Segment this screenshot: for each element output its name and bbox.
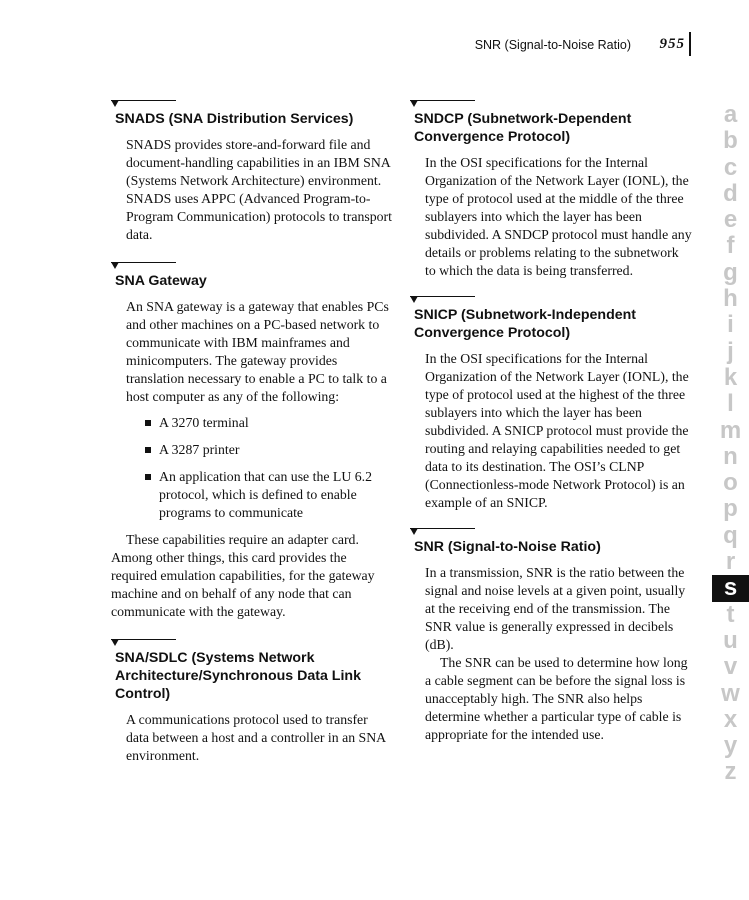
left-column	[111, 100, 393, 765]
thumb-letter-r: r	[725, 548, 736, 576]
thumb-letter-l: l	[727, 390, 734, 418]
thumb-letter-c: c	[723, 153, 738, 181]
thumb-letter-b: b	[723, 127, 738, 155]
header-rule	[689, 32, 691, 56]
entry-snr	[410, 528, 692, 744]
entry-body	[425, 154, 692, 280]
entry-rule	[111, 100, 176, 101]
thumb-letter-d: d	[723, 179, 738, 207]
entry-title: SNADS (SNA Distribution Services)	[115, 111, 354, 127]
right-column	[410, 100, 692, 744]
thumb-letter-v: v	[723, 653, 738, 681]
bullet-item	[126, 468, 393, 522]
entry-marker	[111, 262, 393, 272]
thumb-letter-y: y	[723, 732, 738, 760]
entry-body	[111, 298, 393, 621]
entry-marker	[410, 296, 692, 306]
bullet-square-icon	[145, 474, 151, 480]
thumb-letter-o: o	[723, 469, 738, 497]
triangle-marker-icon	[111, 639, 119, 646]
thumb-letter-k: k	[723, 363, 738, 391]
entry-sna-gateway	[111, 262, 393, 621]
entry-title: SNR (Signal-to-Noise Ratio)	[414, 539, 601, 555]
entry-paragraph: These capabilities require an adapter card. Among other things, this card provides the required emulation capabilities, for the gateway machine and on behalf of any node that can communicate with the gateway.	[111, 532, 375, 619]
entry-paragraph: SNADS provides store-and-forward file and document-handling capabilities in an IBM SNA (Systems Network Architecture) environment. SNADS uses APPC (Advanced Program-to-Program Communication) protocols to transport data.	[126, 137, 392, 242]
running-head-title: SNR (Signal-to-Noise Ratio)	[474, 38, 631, 52]
thumb-letter-w: w	[721, 679, 740, 707]
entry-title: SNA Gateway	[115, 273, 207, 289]
bullet-list	[126, 414, 393, 522]
entry-rule	[111, 262, 176, 263]
entry-body	[425, 350, 692, 512]
thumb-index	[712, 102, 749, 786]
entry-body	[425, 564, 692, 744]
triangle-marker-icon	[111, 100, 119, 107]
entry-sndcp	[410, 100, 692, 280]
running-head	[436, 36, 691, 56]
bullet-item	[126, 441, 393, 459]
entry-body	[126, 711, 393, 765]
entry-rule	[410, 100, 475, 101]
entry-snicp	[410, 296, 692, 512]
triangle-marker-icon	[410, 100, 418, 107]
thumb-letter-f: f	[726, 232, 735, 260]
bullet-text: An application that can use the LU 6.2 protocol, which is defined to enable programs to communicate	[159, 469, 373, 520]
entry-marker	[410, 528, 692, 538]
entry-rule	[410, 296, 475, 297]
bullet-text: A 3287 printer	[159, 442, 240, 457]
entry-paragraph: In the OSI specifications for the Internal Organization of the Network Layer (IONL), the type of protocol used at the middle of the three sublayers into which the layer has been subdivided. A SNDCP protocol must handle any details or problems relating to the subnetwork to which the data is being transferred.	[425, 155, 692, 278]
bullet-square-icon	[145, 420, 151, 426]
page-number: 955	[659, 36, 685, 52]
thumb-letter-e: e	[723, 206, 738, 234]
thumb-letter-u: u	[723, 626, 738, 654]
thumb-letter-s: s	[712, 575, 749, 601]
triangle-marker-icon	[410, 296, 418, 303]
bullet-square-icon	[145, 447, 151, 453]
thumb-letter-p: p	[723, 495, 738, 523]
bullet-item	[126, 414, 393, 432]
entry-rule	[410, 528, 475, 529]
entry-title: SNICP (Subnetwork-Independent Convergence Protocol)	[414, 307, 637, 341]
entry-title: SNDCP (Subnetwork-Dependent Convergence Protocol)	[414, 111, 632, 145]
entry-title: SNA/SDLC (Systems Network Architecture/Synchronous Data Link Control)	[115, 650, 361, 702]
thumb-letter-h: h	[723, 285, 738, 313]
entry-marker	[111, 100, 393, 110]
triangle-marker-icon	[410, 528, 418, 535]
entry-snads	[111, 100, 393, 244]
entry-paragraph: The SNR can be used to determine how long a cable segment can be before the signal loss is unacceptably high. The SNR also helps determine whether a particular type of cable is appropriate for the intended use.	[425, 655, 688, 742]
entry-marker	[410, 100, 692, 110]
entry-rule	[111, 639, 176, 640]
thumb-letter-j: j	[727, 337, 734, 365]
entry-paragraph: A communications protocol used to transfer data between a host and a controller in an SNA environment.	[126, 712, 386, 763]
thumb-letter-a: a	[723, 101, 738, 128]
thumb-letter-n: n	[723, 442, 738, 470]
thumb-letter-z: z	[724, 758, 737, 786]
bullet-text: A 3270 terminal	[159, 415, 249, 430]
entry-body	[126, 136, 393, 244]
thumb-letter-q: q	[723, 521, 738, 549]
entry-marker	[111, 639, 393, 649]
entry-paragraph: An SNA gateway is a gateway that enables PCs and other machines on a PC-based network to communicate with IBM mainframes and minicomputers. The gateway provides translation necessary to enable a PC to talk to a host computer as any of the following:	[126, 299, 389, 404]
thumb-letter-i: i	[727, 311, 734, 339]
triangle-marker-icon	[111, 262, 119, 269]
thumb-letter-m: m	[719, 416, 742, 444]
entry-sna-sdlc	[111, 639, 393, 765]
entry-paragraph: In the OSI specifications for the Internal Organization of the Network Layer (IONL), the type of protocol used at the highest of the three sublayers into which the layer has been subdivided. A SNICP protocol must provide the routing and relaying capabilities needed to get data to its destination. The OSI’s CLNP (Connectionless-mode Network Protocol) is an example of an SNICP.	[425, 351, 689, 510]
thumb-letter-g: g	[723, 258, 738, 286]
thumb-letter-x: x	[723, 705, 738, 733]
entry-paragraph: In a transmission, SNR is the ratio between the signal and noise levels at a given point, usually at the receiving end of the transmission. The SNR value is generally expressed in decibels (dB).	[425, 565, 686, 652]
thumb-letter-t: t	[726, 600, 735, 628]
